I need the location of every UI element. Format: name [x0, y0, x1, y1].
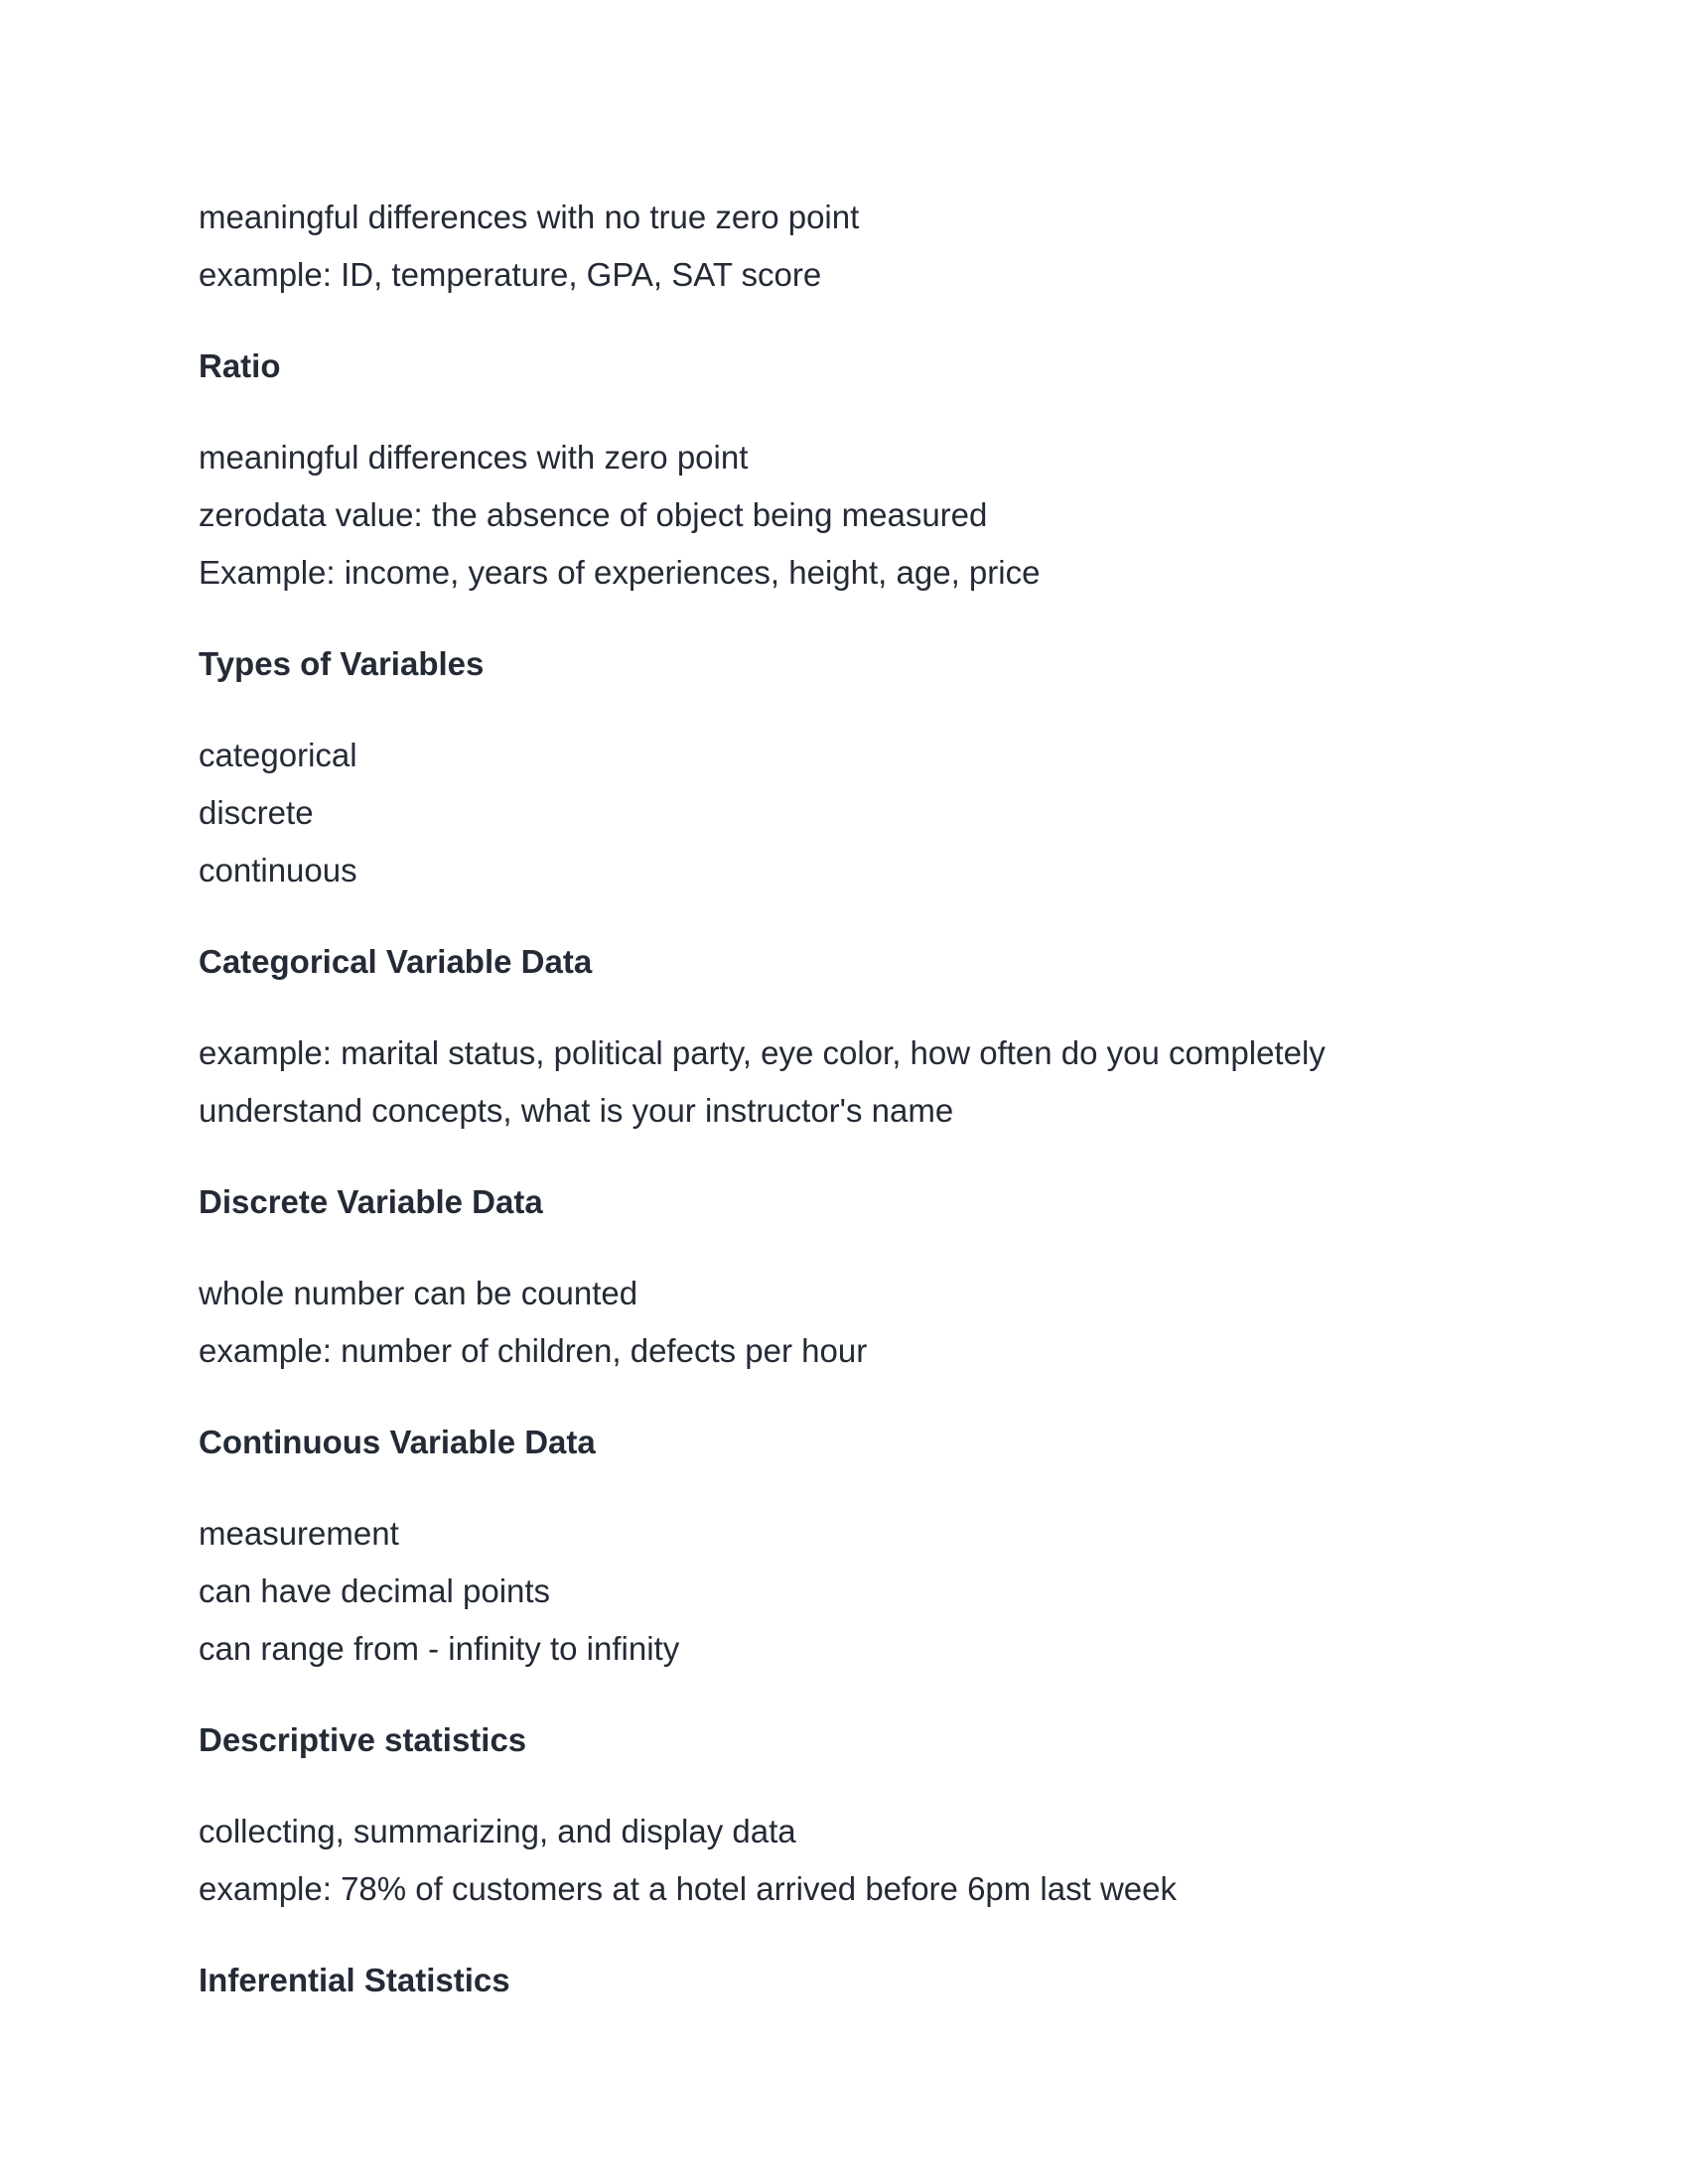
section-paragraph: [199, 1265, 1489, 1380]
text-line: continuous: [199, 852, 357, 888]
section-paragraph: [199, 429, 1489, 602]
section-paragraph: [199, 1505, 1489, 1678]
text-line: whole number can be counted: [199, 1275, 638, 1311]
section-heading: Continuous Variable Data: [199, 1424, 596, 1460]
section-descriptive-statistics: [199, 1711, 1489, 1918]
section-categorical-variable-data: [199, 933, 1489, 1140]
section-heading: Discrete Variable Data: [199, 1183, 543, 1220]
section-ratio: [199, 338, 1489, 602]
text-line: can have decimal points: [199, 1572, 551, 1609]
text-line: discrete: [199, 794, 314, 831]
text-line: can range from - infinity to infinity: [199, 1630, 680, 1667]
section-heading: Descriptive statistics: [199, 1721, 527, 1758]
section-paragraph: [199, 1803, 1489, 1918]
section-heading: Types of Variables: [199, 645, 485, 682]
document-page: [199, 189, 1489, 2043]
text-line: collecting, summarizing, and display data: [199, 1813, 796, 1849]
text-line: Example: income, years of experiences, height, age, price: [199, 554, 1041, 591]
section-discrete-variable-data: [199, 1173, 1489, 1380]
text-line: example: marital status, political party, eye color, how often do you completely: [199, 1034, 1326, 1071]
text-line: example: number of children, defects per hour: [199, 1332, 868, 1369]
text-line: zerodata value: the absence of object being measured: [199, 496, 988, 533]
text-line: categorical: [199, 737, 357, 773]
text-line: example: ID, temperature, GPA, SAT score: [199, 256, 822, 293]
section-continuous-variable-data: [199, 1414, 1489, 1678]
section-heading: Categorical Variable Data: [199, 943, 593, 980]
intro-paragraph: [199, 189, 1489, 304]
section-heading: Ratio: [199, 347, 281, 384]
text-line: measurement: [199, 1515, 399, 1552]
text-line: meaningful differences with no true zero point: [199, 199, 860, 235]
section-paragraph: [199, 1024, 1489, 1140]
section-inferential-statistics: [199, 1952, 1489, 2009]
section-types-of-variables: [199, 635, 1489, 899]
text-line: meaningful differences with zero point: [199, 439, 749, 476]
section-heading: Inferential Statistics: [199, 1962, 510, 1998]
text-line: example: 78% of customers at a hotel arrived before 6pm last week: [199, 1870, 1177, 1907]
section-paragraph: [199, 727, 1489, 899]
text-line: understand concepts, what is your instructor's name: [199, 1092, 954, 1129]
